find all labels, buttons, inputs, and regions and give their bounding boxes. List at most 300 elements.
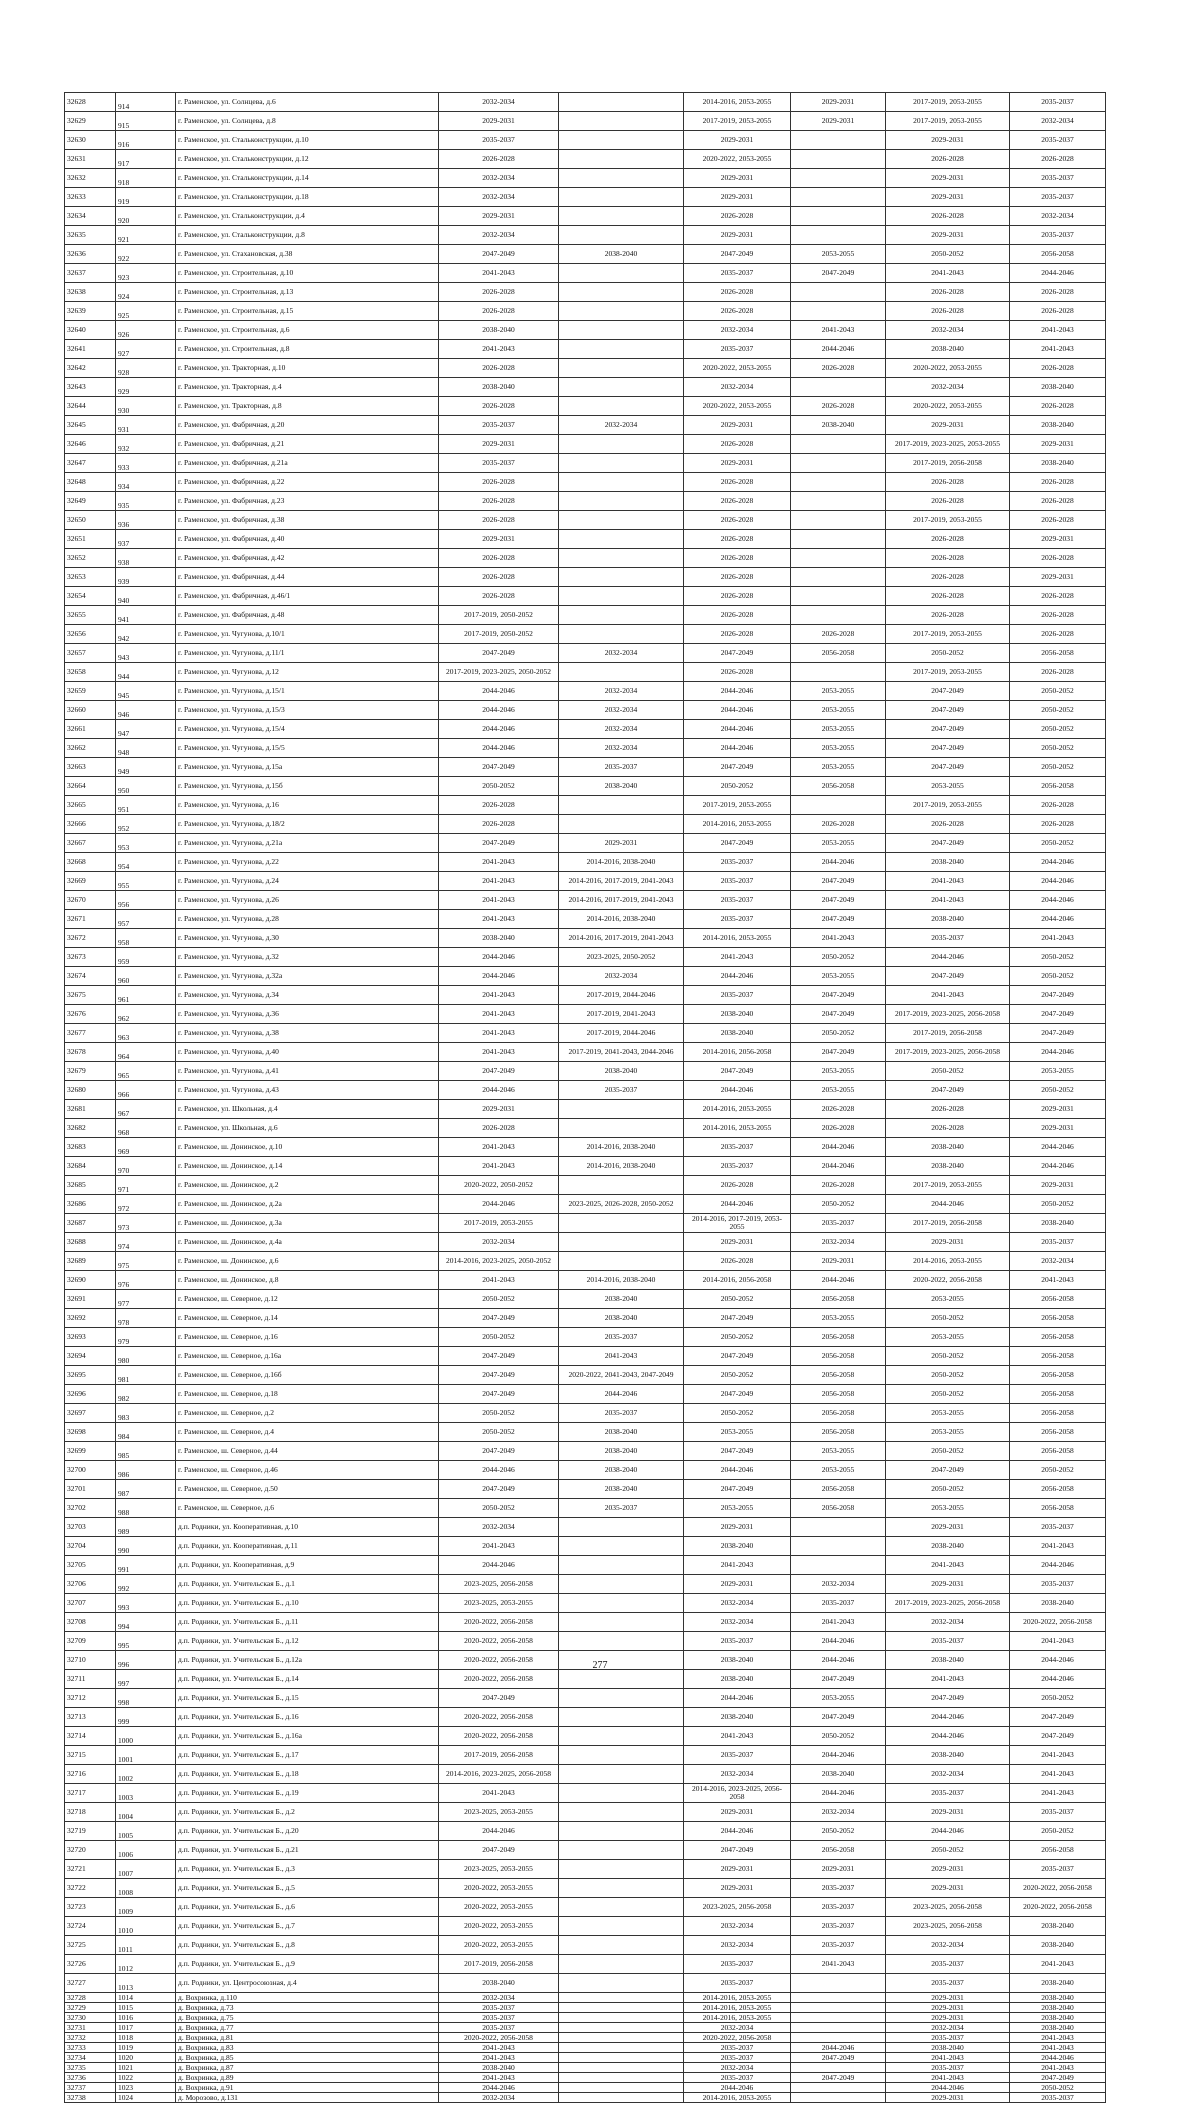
cell-period-2 xyxy=(559,1613,684,1632)
cell-period-2 xyxy=(559,1689,684,1708)
cell-period-5: 2029-2031 xyxy=(886,131,1010,150)
cell-period-4 xyxy=(791,169,886,188)
cell-period-4 xyxy=(791,454,886,473)
cell-period-6: 2026-2028 xyxy=(1010,625,1106,644)
cell-period-4: 2050-2052 xyxy=(791,1727,886,1746)
cell-period-5: 2050-2052 xyxy=(886,245,1010,264)
cell-address: г. Раменское, ш. Донинское, д.4а xyxy=(176,1233,439,1252)
cell-period-4: 2056-2058 xyxy=(791,1328,886,1347)
cell-item-number: 947 xyxy=(116,720,176,739)
cell-period-1: 2047-2049 xyxy=(439,1689,559,1708)
cell-address: д.п. Родники, ул. Учительская Б., д.1 xyxy=(176,1575,439,1594)
cell-period-1: 2047-2049 xyxy=(439,1841,559,1860)
cell-item-number: 1007 xyxy=(116,1860,176,1879)
cell-period-1: 2047-2049 xyxy=(439,1309,559,1328)
table-row xyxy=(65,2043,1106,2053)
table-row xyxy=(65,606,1106,625)
cell-row-id: 32706 xyxy=(65,1575,116,1594)
table-row xyxy=(65,2083,1106,2093)
cell-period-1: 2047-2049 xyxy=(439,245,559,264)
cell-row-id: 32703 xyxy=(65,1518,116,1537)
cell-item-number: 953 xyxy=(116,834,176,853)
cell-period-3: 2047-2049 xyxy=(684,1841,791,1860)
cell-item-number: 993 xyxy=(116,1594,176,1613)
cell-period-4 xyxy=(791,150,886,169)
cell-address: г. Раменское, ул. Строительная, д.13 xyxy=(176,283,439,302)
cell-row-id: 32680 xyxy=(65,1081,116,1100)
cell-period-6: 2038-2040 xyxy=(1010,2023,1106,2033)
cell-period-3: 2026-2028 xyxy=(684,568,791,587)
cell-period-2 xyxy=(559,587,684,606)
cell-period-1: 2020-2022, 2053-2055 xyxy=(439,1898,559,1917)
table-row xyxy=(65,1290,1106,1309)
cell-period-6: 2050-2052 xyxy=(1010,1822,1106,1841)
cell-period-4: 2032-2034 xyxy=(791,1233,886,1252)
cell-period-4: 2056-2058 xyxy=(791,1366,886,1385)
cell-item-number: 1003 xyxy=(116,1784,176,1803)
table-row xyxy=(65,264,1106,283)
cell-row-id: 32640 xyxy=(65,321,116,340)
cell-period-4: 2053-2055 xyxy=(791,1081,886,1100)
cell-period-3: 2029-2031 xyxy=(684,188,791,207)
table-row xyxy=(65,1157,1106,1176)
cell-row-id: 32630 xyxy=(65,131,116,150)
cell-item-number: 927 xyxy=(116,340,176,359)
cell-period-3: 2026-2028 xyxy=(684,549,791,568)
cell-period-3: 2047-2049 xyxy=(684,245,791,264)
cell-period-4 xyxy=(791,2063,886,2073)
cell-period-3: 2044-2046 xyxy=(684,1689,791,1708)
cell-address: г. Раменское, ул. Солнцева, д.8 xyxy=(176,112,439,131)
table-row xyxy=(65,1366,1106,1385)
cell-row-id: 32628 xyxy=(65,93,116,112)
cell-period-4 xyxy=(791,1974,886,1993)
cell-period-1: 2041-2043 xyxy=(439,1784,559,1803)
cell-row-id: 32678 xyxy=(65,1043,116,1062)
cell-row-id: 32656 xyxy=(65,625,116,644)
cell-row-id: 32643 xyxy=(65,378,116,397)
cell-period-6: 2056-2058 xyxy=(1010,1480,1106,1499)
cell-period-6: 2032-2034 xyxy=(1010,1252,1106,1271)
cell-row-id: 32629 xyxy=(65,112,116,131)
cell-address: д.п. Родники, ул. Учительская Б., д.14 xyxy=(176,1670,439,1689)
cell-row-id: 32714 xyxy=(65,1727,116,1746)
cell-period-3: 2029-2031 xyxy=(684,1575,791,1594)
cell-period-2 xyxy=(559,2043,684,2053)
cell-item-number: 952 xyxy=(116,815,176,834)
cell-period-3: 2044-2046 xyxy=(684,720,791,739)
cell-period-5: 2032-2034 xyxy=(886,1936,1010,1955)
cell-item-number: 999 xyxy=(116,1708,176,1727)
cell-item-number: 1018 xyxy=(116,2033,176,2043)
cell-row-id: 32693 xyxy=(65,1328,116,1347)
cell-row-id: 32689 xyxy=(65,1252,116,1271)
cell-address: г. Раменское, ул. Фабричная, д.44 xyxy=(176,568,439,587)
table-row xyxy=(65,739,1106,758)
cell-row-id: 32696 xyxy=(65,1385,116,1404)
cell-item-number: 942 xyxy=(116,625,176,644)
cell-period-3: 2014-2016, 2023-2025, 2056-2058 xyxy=(684,1784,791,1803)
cell-row-id: 32661 xyxy=(65,720,116,739)
cell-period-5: 2038-2040 xyxy=(886,1537,1010,1556)
cell-period-5: 2029-2031 xyxy=(886,416,1010,435)
cell-row-id: 32702 xyxy=(65,1499,116,1518)
cell-period-6: 2044-2046 xyxy=(1010,853,1106,872)
cell-period-5: 2029-2031 xyxy=(886,2003,1010,2013)
cell-period-6: 2041-2043 xyxy=(1010,321,1106,340)
cell-period-5: 2026-2028 xyxy=(886,606,1010,625)
table-row xyxy=(65,796,1106,815)
table-row xyxy=(65,777,1106,796)
cell-period-6: 2050-2052 xyxy=(1010,701,1106,720)
cell-period-5: 2029-2031 xyxy=(886,1879,1010,1898)
cell-period-4: 2053-2055 xyxy=(791,834,886,853)
cell-period-2: 2038-2040 xyxy=(559,1062,684,1081)
cell-period-2 xyxy=(559,1632,684,1651)
cell-address: г. Раменское, ул. Чугунова, д.15а xyxy=(176,758,439,777)
cell-period-3: 2026-2028 xyxy=(684,1252,791,1271)
cell-item-number: 922 xyxy=(116,245,176,264)
table-row xyxy=(65,2013,1106,2023)
cell-period-4: 2053-2055 xyxy=(791,967,886,986)
cell-item-number: 1017 xyxy=(116,2023,176,2033)
cell-period-5: 2026-2028 xyxy=(886,473,1010,492)
cell-item-number: 948 xyxy=(116,739,176,758)
cell-period-2 xyxy=(559,302,684,321)
cell-period-3: 2023-2025, 2056-2058 xyxy=(684,1898,791,1917)
cell-period-3: 2035-2037 xyxy=(684,986,791,1005)
cell-period-1: 2041-2043 xyxy=(439,1043,559,1062)
cell-item-number: 939 xyxy=(116,568,176,587)
cell-period-6: 2056-2058 xyxy=(1010,1442,1106,1461)
cell-address: г. Раменское, ш. Северное, д.14 xyxy=(176,1309,439,1328)
cell-address: д.п. Родники, ул. Учительская Б., д.15 xyxy=(176,1689,439,1708)
cell-period-6: 2020-2022, 2056-2058 xyxy=(1010,1879,1106,1898)
cell-address: д. Вохринка, д.89 xyxy=(176,2073,439,2083)
cell-address: г. Раменское, ш. Донинское, д.3а xyxy=(176,1214,439,1233)
cell-period-6: 2041-2043 xyxy=(1010,1271,1106,1290)
table-row xyxy=(65,1518,1106,1537)
cell-row-id: 32660 xyxy=(65,701,116,720)
cell-period-2 xyxy=(559,1765,684,1784)
cell-period-6: 2035-2037 xyxy=(1010,226,1106,245)
cell-row-id: 32662 xyxy=(65,739,116,758)
cell-address: г. Раменское, ул. Стахановская, д.38 xyxy=(176,245,439,264)
cell-row-id: 32647 xyxy=(65,454,116,473)
cell-item-number: 989 xyxy=(116,1518,176,1537)
cell-period-5: 2023-2025, 2056-2058 xyxy=(886,1898,1010,1917)
cell-period-2 xyxy=(559,1917,684,1936)
cell-period-6: 2029-2031 xyxy=(1010,568,1106,587)
table-row xyxy=(65,1252,1106,1271)
cell-period-5: 2026-2028 xyxy=(886,815,1010,834)
cell-period-2 xyxy=(559,1860,684,1879)
cell-period-3: 2029-2031 xyxy=(684,1860,791,1879)
cell-row-id: 32695 xyxy=(65,1366,116,1385)
cell-period-1: 2026-2028 xyxy=(439,302,559,321)
cell-row-id: 32681 xyxy=(65,1100,116,1119)
cell-period-6: 2038-2040 xyxy=(1010,1594,1106,1613)
cell-period-2 xyxy=(559,1974,684,1993)
cell-period-4: 2047-2049 xyxy=(791,1708,886,1727)
cell-period-6: 2050-2052 xyxy=(1010,720,1106,739)
cell-period-1: 2041-2043 xyxy=(439,891,559,910)
cell-row-id: 32734 xyxy=(65,2053,116,2063)
cell-address: д.п. Родники, ул. Кооперативная, д.11 xyxy=(176,1537,439,1556)
cell-address: г. Раменское, ул. Чугунова, д.36 xyxy=(176,1005,439,1024)
cell-period-2: 2014-2016, 2017-2019, 2041-2043 xyxy=(559,929,684,948)
cell-period-1: 2047-2049 xyxy=(439,758,559,777)
cell-period-2: 2023-2025, 2050-2052 xyxy=(559,948,684,967)
cell-period-1: 2017-2019, 2053-2055 xyxy=(439,1214,559,1233)
cell-row-id: 32690 xyxy=(65,1271,116,1290)
cell-period-5: 2029-2031 xyxy=(886,1803,1010,1822)
cell-period-5: 2032-2034 xyxy=(886,2023,1010,2033)
cell-period-2 xyxy=(559,568,684,587)
cell-period-4: 2047-2049 xyxy=(791,264,886,283)
cell-row-id: 32633 xyxy=(65,188,116,207)
cell-item-number: 957 xyxy=(116,910,176,929)
cell-address: г. Раменское, ул. Строительная, д.8 xyxy=(176,340,439,359)
table-row xyxy=(65,1043,1106,1062)
cell-period-6: 2050-2052 xyxy=(1010,739,1106,758)
cell-period-3: 2044-2046 xyxy=(684,1822,791,1841)
table-row xyxy=(65,2053,1106,2063)
cell-period-1: 2020-2022, 2053-2055 xyxy=(439,1879,559,1898)
cell-period-6: 2056-2058 xyxy=(1010,1290,1106,1309)
cell-address: д.п. Родники, ул. Учительская Б., д.12а xyxy=(176,1651,439,1670)
cell-item-number: 1000 xyxy=(116,1727,176,1746)
cell-row-id: 32638 xyxy=(65,283,116,302)
cell-period-4: 2047-2049 xyxy=(791,1043,886,1062)
cell-period-6: 2056-2058 xyxy=(1010,1841,1106,1860)
cell-period-4 xyxy=(791,302,886,321)
cell-period-1: 2035-2037 xyxy=(439,2013,559,2023)
cell-period-1: 2020-2022, 2056-2058 xyxy=(439,1670,559,1689)
cell-period-1: 2044-2046 xyxy=(439,701,559,720)
cell-address: д.п. Родники, ул. Кооперативная, д.10 xyxy=(176,1518,439,1537)
cell-period-2: 2020-2022, 2041-2043, 2047-2049 xyxy=(559,1366,684,1385)
cell-period-3: 2047-2049 xyxy=(684,1062,791,1081)
cell-period-1: 2020-2022, 2050-2052 xyxy=(439,1176,559,1195)
cell-period-4: 2056-2058 xyxy=(791,1480,886,1499)
cell-item-number: 982 xyxy=(116,1385,176,1404)
cell-item-number: 967 xyxy=(116,1100,176,1119)
cell-period-6: 2035-2037 xyxy=(1010,1860,1106,1879)
cell-period-2: 2032-2034 xyxy=(559,416,684,435)
cell-row-id: 32730 xyxy=(65,2013,116,2023)
page-number: 277 xyxy=(592,1660,608,1671)
cell-address: д.п. Родники, ул. Учительская Б., д.19 xyxy=(176,1784,439,1803)
cell-period-4: 2044-2046 xyxy=(791,1651,886,1670)
cell-item-number: 932 xyxy=(116,435,176,454)
cell-item-number: 954 xyxy=(116,853,176,872)
cell-period-2: 2038-2040 xyxy=(559,1290,684,1309)
cell-row-id: 32711 xyxy=(65,1670,116,1689)
cell-row-id: 32701 xyxy=(65,1480,116,1499)
cell-period-4: 2053-2055 xyxy=(791,1442,886,1461)
cell-period-5: 2041-2043 xyxy=(886,891,1010,910)
cell-address: г. Раменское, ш. Донинское, д.14 xyxy=(176,1157,439,1176)
cell-item-number: 987 xyxy=(116,1480,176,1499)
cell-period-5: 2041-2043 xyxy=(886,2073,1010,2083)
cell-address: д. Морозово, д.131 xyxy=(176,2093,439,2103)
cell-period-1: 2014-2016, 2023-2025, 2056-2058 xyxy=(439,1765,559,1784)
cell-period-3: 2044-2046 xyxy=(684,1081,791,1100)
cell-period-1: 2032-2034 xyxy=(439,1233,559,1252)
cell-period-1: 2041-2043 xyxy=(439,340,559,359)
cell-address: г. Раменское, ул. Чугунова, д.15/3 xyxy=(176,701,439,720)
cell-period-4: 2050-2052 xyxy=(791,1024,886,1043)
cell-period-1: 2044-2046 xyxy=(439,948,559,967)
table-row xyxy=(65,720,1106,739)
cell-period-2 xyxy=(559,663,684,682)
cell-period-1: 2041-2043 xyxy=(439,2053,559,2063)
cell-period-2: 2038-2040 xyxy=(559,777,684,796)
cell-period-3: 2020-2022, 2056-2058 xyxy=(684,2033,791,2043)
cell-period-6: 2044-2046 xyxy=(1010,1556,1106,1575)
cell-period-5: 2020-2022, 2053-2055 xyxy=(886,397,1010,416)
cell-period-5: 2017-2019, 2053-2055 xyxy=(886,625,1010,644)
cell-period-2 xyxy=(559,321,684,340)
cell-period-2 xyxy=(559,1537,684,1556)
cell-period-1: 2029-2031 xyxy=(439,435,559,454)
cell-period-1: 2020-2022, 2053-2055 xyxy=(439,1917,559,1936)
cell-period-5: 2017-2019, 2053-2055 xyxy=(886,1176,1010,1195)
cell-period-3: 2053-2055 xyxy=(684,1499,791,1518)
cell-row-id: 32644 xyxy=(65,397,116,416)
cell-period-6: 2035-2037 xyxy=(1010,1803,1106,1822)
cell-address: г. Раменское, ул. Чугунова, д.32а xyxy=(176,967,439,986)
cell-period-3: 2032-2034 xyxy=(684,1936,791,1955)
cell-period-3: 2026-2028 xyxy=(684,1176,791,1195)
cell-item-number: 966 xyxy=(116,1081,176,1100)
cell-address: г. Раменское, ул. Школьная, д.6 xyxy=(176,1119,439,1138)
cell-item-number: 956 xyxy=(116,891,176,910)
cell-period-1: 2032-2034 xyxy=(439,169,559,188)
cell-period-2: 2014-2016, 2017-2019, 2041-2043 xyxy=(559,891,684,910)
cell-item-number: 949 xyxy=(116,758,176,777)
table-row xyxy=(65,1176,1106,1195)
cell-period-3: 2044-2046 xyxy=(684,682,791,701)
cell-address: г. Раменское, ш. Донинское, д.6 xyxy=(176,1252,439,1271)
cell-period-3: 2026-2028 xyxy=(684,435,791,454)
cell-period-2 xyxy=(559,207,684,226)
cell-period-3: 2029-2031 xyxy=(684,226,791,245)
cell-address: г. Раменское, ул. Стальконструкции, д.18 xyxy=(176,188,439,207)
cell-period-3: 2047-2049 xyxy=(684,1442,791,1461)
cell-period-5: 2038-2040 xyxy=(886,1746,1010,1765)
table-row xyxy=(65,397,1106,416)
cell-item-number: 926 xyxy=(116,321,176,340)
cell-row-id: 32715 xyxy=(65,1746,116,1765)
cell-row-id: 32685 xyxy=(65,1176,116,1195)
cell-period-1: 2014-2016, 2023-2025, 2050-2052 xyxy=(439,1252,559,1271)
cell-period-5: 2017-2019, 2053-2055 xyxy=(886,93,1010,112)
cell-period-4: 2047-2049 xyxy=(791,1670,886,1689)
cell-period-6: 2026-2028 xyxy=(1010,549,1106,568)
cell-item-number: 962 xyxy=(116,1005,176,1024)
cell-period-6: 2050-2052 xyxy=(1010,1081,1106,1100)
cell-item-number: 1020 xyxy=(116,2053,176,2063)
cell-item-number: 935 xyxy=(116,492,176,511)
cell-period-6: 2035-2037 xyxy=(1010,131,1106,150)
cell-address: г. Раменское, ул. Чугунова, д.11/1 xyxy=(176,644,439,663)
cell-address: г. Раменское, ул. Стальконструкции, д.4 xyxy=(176,207,439,226)
cell-item-number: 1023 xyxy=(116,2083,176,2093)
cell-period-5: 2047-2049 xyxy=(886,1081,1010,1100)
cell-item-number: 976 xyxy=(116,1271,176,1290)
table-row xyxy=(65,416,1106,435)
cell-period-5: 2026-2028 xyxy=(886,1100,1010,1119)
cell-period-1: 2050-2052 xyxy=(439,1423,559,1442)
cell-period-4 xyxy=(791,1537,886,1556)
cell-period-6: 2026-2028 xyxy=(1010,397,1106,416)
cell-period-2: 2035-2037 xyxy=(559,1081,684,1100)
cell-item-number: 998 xyxy=(116,1689,176,1708)
cell-period-2 xyxy=(559,283,684,302)
cell-period-1: 2038-2040 xyxy=(439,321,559,340)
cell-period-4: 2041-2043 xyxy=(791,321,886,340)
cell-period-4: 2047-2049 xyxy=(791,910,886,929)
cell-period-1: 2023-2025, 2053-2055 xyxy=(439,1594,559,1613)
cell-item-number: 1006 xyxy=(116,1841,176,1860)
cell-period-1: 2047-2049 xyxy=(439,1347,559,1366)
cell-row-id: 32721 xyxy=(65,1860,116,1879)
table-row xyxy=(65,1860,1106,1879)
cell-period-2 xyxy=(559,1727,684,1746)
cell-period-2: 2014-2016, 2017-2019, 2041-2043 xyxy=(559,872,684,891)
cell-period-4: 2050-2052 xyxy=(791,1822,886,1841)
table-row xyxy=(65,492,1106,511)
cell-period-6: 2035-2037 xyxy=(1010,1233,1106,1252)
cell-period-3: 2014-2016, 2053-2055 xyxy=(684,929,791,948)
cell-period-3: 2020-2022, 2053-2055 xyxy=(684,359,791,378)
table-row xyxy=(65,1461,1106,1480)
table-row xyxy=(65,663,1106,682)
cell-period-6: 2026-2028 xyxy=(1010,663,1106,682)
cell-period-5: 2026-2028 xyxy=(886,302,1010,321)
cell-row-id: 32732 xyxy=(65,2033,116,2043)
cell-row-id: 32670 xyxy=(65,891,116,910)
cell-period-4: 2026-2028 xyxy=(791,815,886,834)
cell-row-id: 32631 xyxy=(65,150,116,169)
cell-address: г. Раменское, ш. Северное, д.16а xyxy=(176,1347,439,1366)
cell-period-5: 2035-2037 xyxy=(886,1632,1010,1651)
cell-period-1: 2044-2046 xyxy=(439,967,559,986)
cell-period-1: 2044-2046 xyxy=(439,1822,559,1841)
cell-address: г. Раменское, ш. Донинское, д.10 xyxy=(176,1138,439,1157)
cell-address: г. Раменское, ул. Фабричная, д.40 xyxy=(176,530,439,549)
cell-period-1: 2020-2022, 2056-2058 xyxy=(439,2033,559,2043)
cell-period-5: 2050-2052 xyxy=(886,1385,1010,1404)
cell-item-number: 943 xyxy=(116,644,176,663)
cell-period-2: 2014-2016, 2038-2040 xyxy=(559,1138,684,1157)
cell-period-2 xyxy=(559,492,684,511)
cell-address: д. Вохринка, д.83 xyxy=(176,2043,439,2053)
cell-period-5: 2038-2040 xyxy=(886,2043,1010,2053)
cell-period-5: 2026-2028 xyxy=(886,283,1010,302)
cell-period-4: 2053-2055 xyxy=(791,701,886,720)
cell-address: д. Вохринка, д.110 xyxy=(176,1993,439,2003)
cell-row-id: 32700 xyxy=(65,1461,116,1480)
cell-period-3: 2014-2016, 2053-2055 xyxy=(684,2093,791,2103)
cell-period-3: 2029-2031 xyxy=(684,1518,791,1537)
cell-period-3: 2053-2055 xyxy=(684,1423,791,1442)
cell-period-4: 2056-2058 xyxy=(791,1347,886,1366)
cell-address: г. Раменское, ул. Строительная, д.15 xyxy=(176,302,439,321)
cell-period-4 xyxy=(791,1993,886,2003)
